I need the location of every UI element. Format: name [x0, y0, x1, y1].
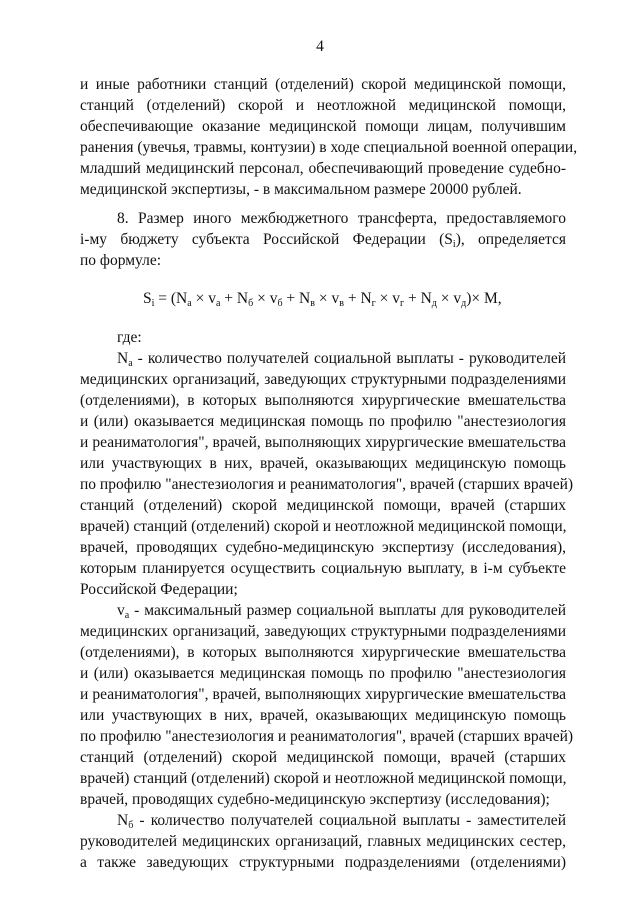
document-body — [80, 74, 578, 873]
page-number: 4 — [316, 38, 324, 55]
text-line: станций (отделений) скорой медицинской помощи, врачей (старших — [80, 497, 566, 514]
definition-na — [80, 348, 574, 600]
text-line: ранения (увечья, травмы, контузии) в ходе специальной военной операции, — [80, 139, 578, 156]
definition-nb — [80, 810, 566, 873]
paragraph-continuation — [80, 74, 578, 200]
text-line: медицинской экспертизы, - в максимальном размере 20000 рублей. — [80, 181, 522, 198]
text-line: врачей) станций (отделений) скорой и неотложной медицинской помощи, — [80, 518, 567, 535]
text-line: медицинских организаций, заведующих структурными подразделениями — [80, 371, 566, 388]
text-line: или участвующих в них, врачей, оказывающих медицинскую помощь — [80, 455, 566, 472]
text-line: которым планируется осуществить социальную выплату, в i-м субъекте — [80, 560, 566, 577]
text-line: (отделениями), в которых выполняются хирургические вмешательства — [80, 392, 566, 409]
text-line: по формуле: — [80, 252, 162, 269]
definition-va — [80, 600, 574, 810]
text-line: и реаниматология", врачей, выполняющих хирургические вмешательства — [80, 686, 566, 703]
text-line: врачей) станций (отделений) скорой и неотложной медицинской помощи, — [80, 770, 567, 787]
text-line: станций (отделений) скорой медицинской помощи, врачей (старших — [80, 749, 566, 766]
text-line: $N_а$ - количество получателей социальной выплаты - руководителей — [117, 350, 566, 369]
text-line: и иные работники станций (отделений) скорой медицинской помощи, — [80, 76, 566, 93]
text-line: $N_б$ - количество получателей социальной выплаты - заместителей — [117, 812, 566, 831]
text-line: врачей, проводящих судебно-медицинскую экспертизу (исследования); — [80, 791, 550, 808]
text-line: по профилю "анестезиология и реаниматология", врачей (старших врачей) — [80, 728, 574, 745]
text-line: станций (отделений) скорой и неотложной медицинской помощи, — [80, 97, 566, 114]
formula: $S_i = (N_а \times v_а + N_б \times v_б + N_в \times v_в + N_г \times v_г + N_д \times v_д)\times M$, — [143, 290, 502, 309]
text-line: обеспечивающие оказание медицинской помощи лицам, получившим — [80, 118, 566, 135]
text-line: 8. Размер иного межбюджетного трансферта, предоставляемого — [117, 210, 566, 227]
text-line: или участвующих в них, врачей, оказывающих медицинскую помощь — [80, 707, 566, 724]
paragraph-8 — [80, 208, 566, 271]
text-line: (отделениями), в которых выполняются хирургические вмешательства — [80, 644, 566, 661]
text-line: и (или) оказывается медицинская помощь по профилю "анестезиология — [80, 665, 566, 682]
text-line: Российской Федерации; — [80, 581, 238, 598]
text-line: i-му бюджету субъекта Российской Федерации $(S_i)$, определяется — [80, 231, 566, 250]
text-line: младший медицинский персонал, обеспечивающий проведение судебно- — [80, 160, 566, 177]
text-line: а также заведующих структурными подразделениями (отделениями) — [80, 854, 566, 871]
text-line: и реаниматология", врачей, выполняющих хирургические вмешательства — [80, 434, 566, 451]
where-label: где: — [117, 329, 142, 346]
text-line: медицинских организаций, заведующих структурными подразделениями — [80, 623, 566, 640]
text-line: и (или) оказывается медицинская помощь по профилю "анестезиология — [80, 413, 566, 430]
text-line: руководителей медицинских организаций, главных медицинских сестер, — [80, 833, 566, 850]
text-line: врачей, проводящих судебно-медицинскую экспертизу (исследования), — [80, 539, 566, 556]
text-line: по профилю "анестезиология и реаниматология", врачей (старших врачей) — [80, 476, 574, 493]
text-line: $v_а$ - максимальный размер социальной выплаты для руководителей — [117, 602, 566, 621]
